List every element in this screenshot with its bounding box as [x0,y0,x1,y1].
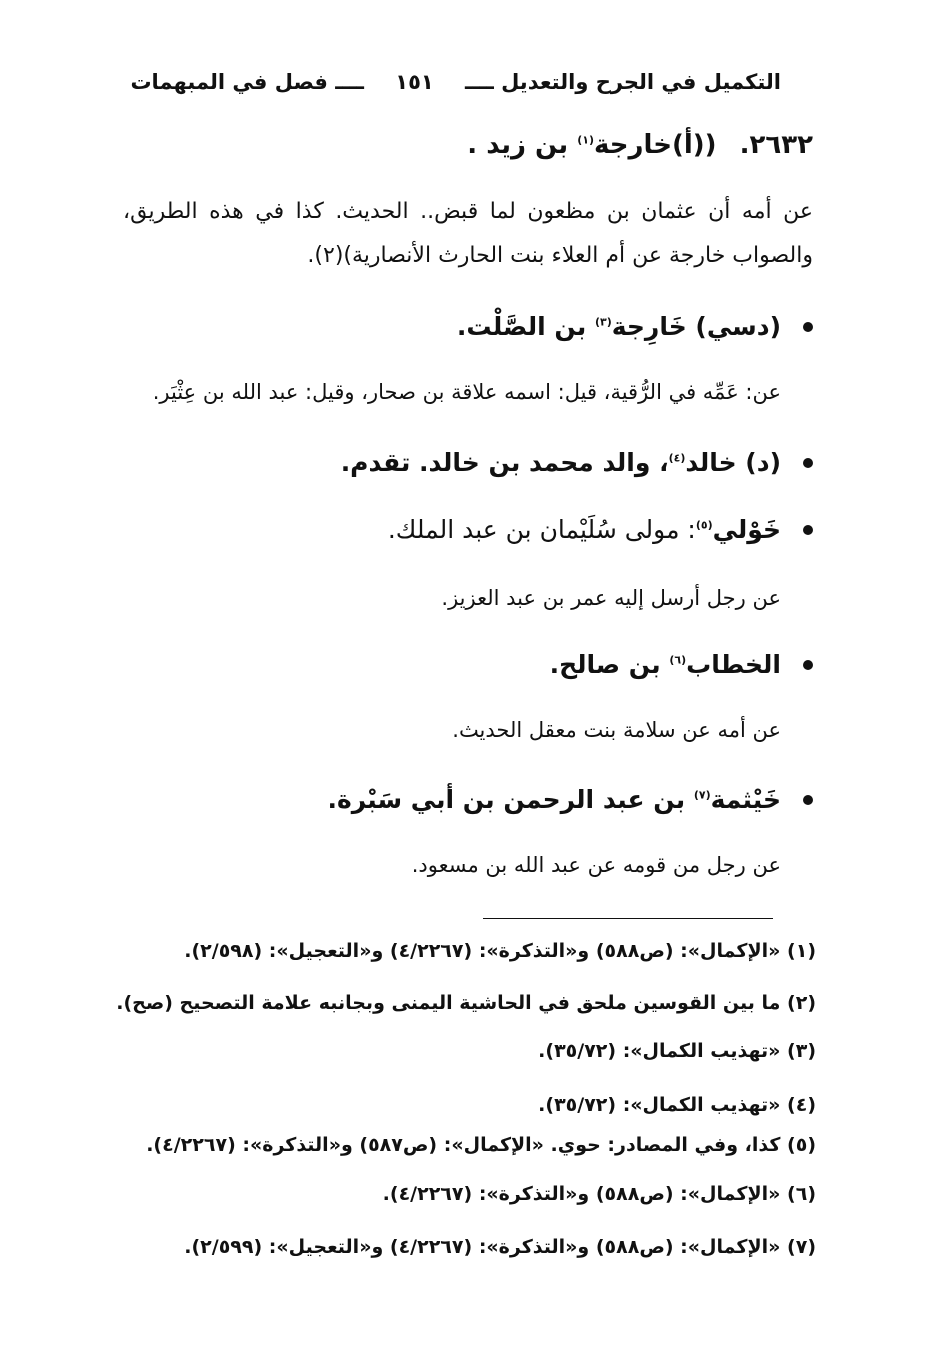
item-subtext: عن: عَمِّه في الرُّقية، قيل: اسمه علاقة بن صحار، وقيل: عبد الله بن عِثْيَر. [152,380,781,404]
item-rest: بن عبد الرحمن بن أبي سَبْرة. [327,785,686,814]
footnote: (٦) «الإكمال»: (ص٥٨٨) و«التذكرة»: (٤/٢٢٦٧). [382,1183,816,1205]
entry-paragraph: عن أمه أن عثمان بن مظعون لما قبض.. الحديث. كذا في هذه الطريق، والصواب خارجة عن أم العلاء بنت الحارث الأنصارية)(٢). [123,199,813,268]
bullet-icon [803,795,813,805]
item-rest: بن صالح. [549,650,661,679]
list-item [457,312,813,341]
footnote: (٤) «تهذيب الكمال»: (٣٥/٧٢). [538,1094,816,1116]
header-section-title: فصل في المبهمات [130,70,328,94]
footnote-ref: (٤) [668,451,686,465]
bullet-icon [803,660,813,670]
item-subtext: عن رجل أرسل إليه عمر بن عبد العزيز. [441,586,781,610]
entry-title: ((أ)خارجة [594,130,717,160]
footnote: (٧) «الإكمال»: (ص٥٨٨) و«التذكرة»: (٤/٢٢٦٧) و«التعجيل»: (٢/٥٩٩). [184,1236,816,1258]
item-subtext: عن أمه عن سلامة بنت معقل الحديث. [452,718,781,742]
list-item [550,650,813,679]
footnote-divider [483,918,773,919]
footnote-ref: (٦) [669,653,687,667]
entry-number: ٢٦٣٢. [739,130,813,160]
running-header [130,70,781,94]
item-head: خَوْلي [712,515,781,544]
item-rest: بن الصَّلْت. [456,312,587,341]
footnote-ref: (١) [577,133,595,147]
footnote: (١) «الإكمال»: (ص٥٨٨) و«التذكرة»: (٤/٢٢٦٧) و«التعجيل»: (٢/٥٩٨). [184,940,816,962]
item-rest: : مولى سُلَيْمان بن عبد الملك. [387,515,696,544]
header-dash: ــــ [335,70,364,94]
entry-heading [467,130,813,160]
footnote-ref: (٣) [594,315,612,329]
bullet-icon [803,322,813,332]
list-item [388,515,813,544]
header-dash: ــــ [465,70,494,94]
footnote-ref: (٥) [695,518,713,532]
item-head: الخطاب [686,650,781,679]
list-item [327,785,813,814]
item-head: (دسي) خَارِجة [611,312,781,341]
footnote: (٢) ما بين القوسين ملحق في الحاشية اليمنى وبجانبه علامة التصحيح (صح). [116,992,816,1014]
footnote: (٣) «تهذيب الكمال»: (٣٥/٧٢). [538,1040,816,1062]
header-book-title: التكميل في الجرح والتعديل [501,70,781,94]
item-head: (د) خالد [685,448,781,477]
item-rest: ، والد محمد بن خالد. تقدم. [340,448,669,477]
entry-title-rest: بن زيد . [467,130,569,160]
header-page-number: ١٥١ [395,70,434,94]
item-subtext: عن رجل من قومه عن عبد الله بن مسعود. [411,853,781,877]
bullet-icon [803,458,813,468]
footnote-ref: (٧) [693,788,711,802]
list-item [341,448,813,477]
item-head: خَيْثمة [710,785,781,814]
bullet-icon [803,525,813,535]
footnote: (٥) كذا، وفي المصادر: حوي. «الإكمال»: (ص٥٨٧) و«التذكرة»: (٤/٢٢٦٧). [146,1134,816,1156]
